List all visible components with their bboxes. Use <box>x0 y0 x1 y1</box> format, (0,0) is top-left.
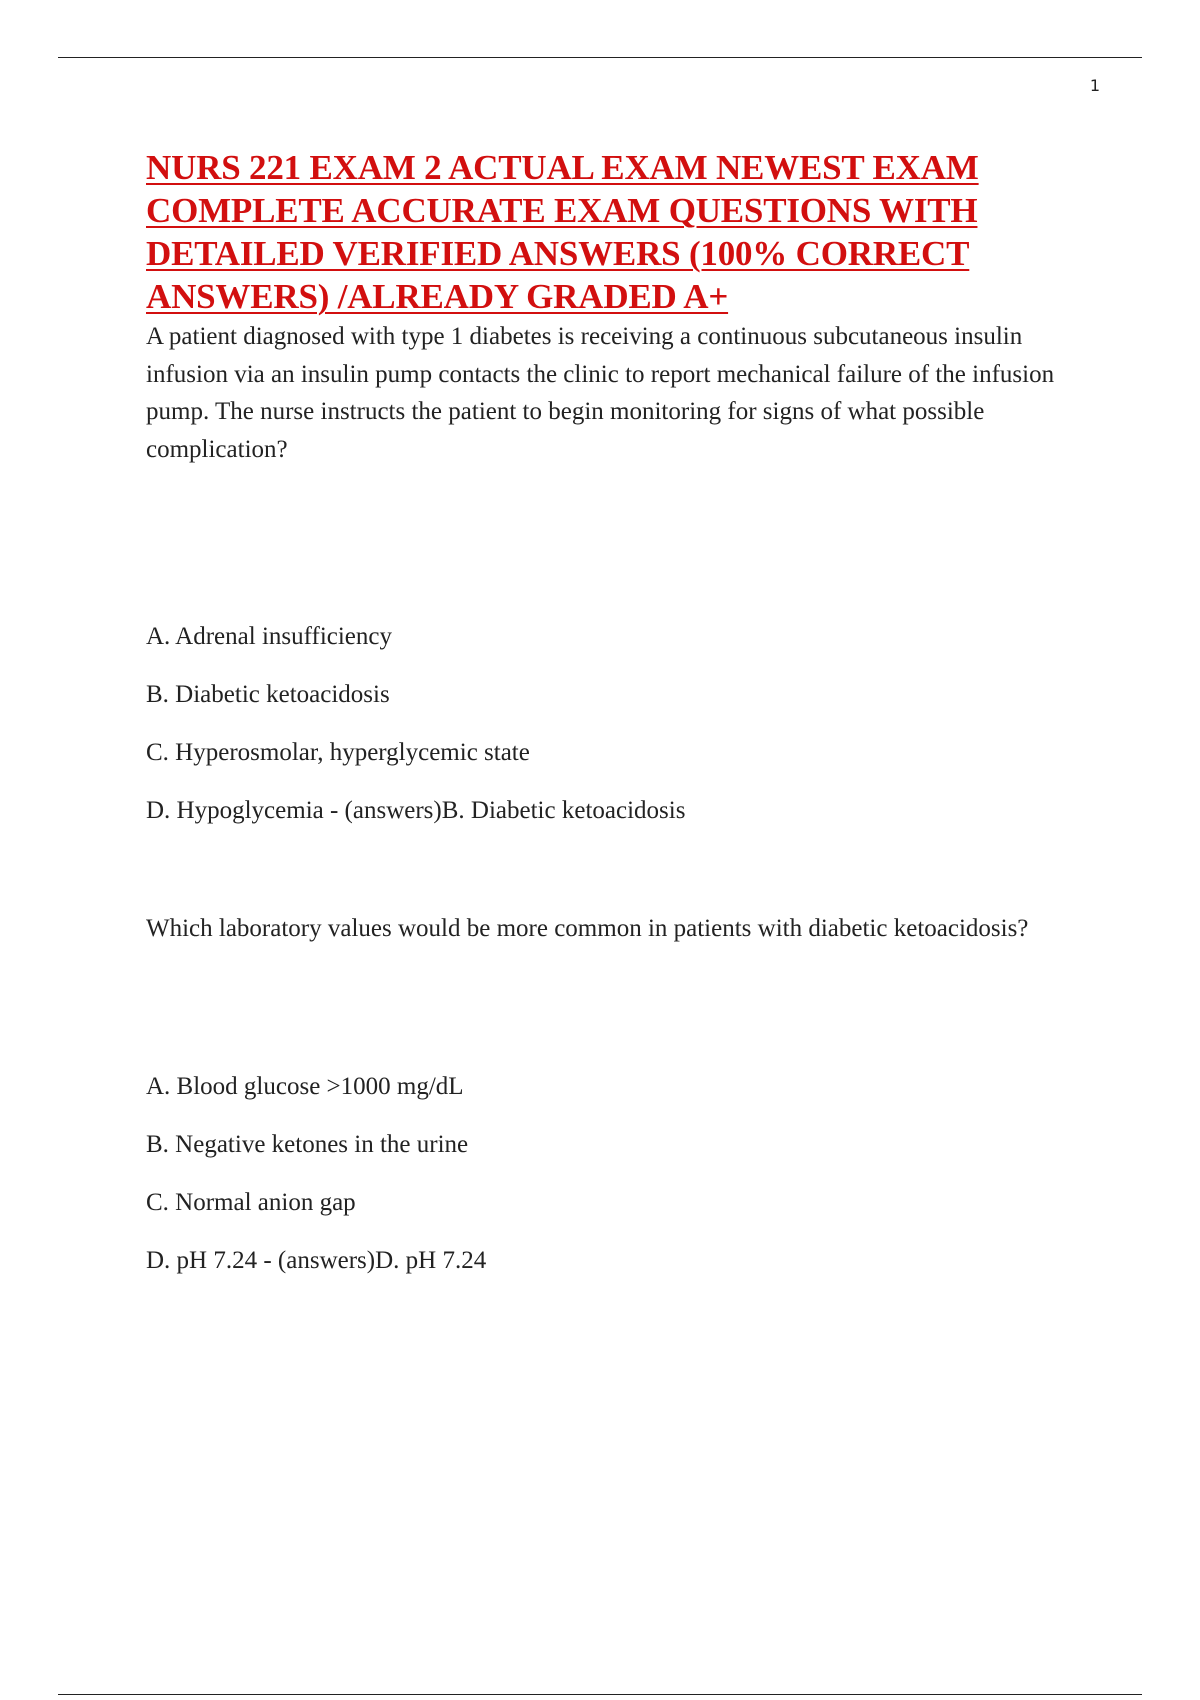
question-block <box>146 318 1106 826</box>
question-block <box>146 910 1106 1276</box>
title-line: NURS 221 EXAM 2 ACTUAL EXAM NEWEST EXAM <box>146 148 979 187</box>
document-body <box>146 146 1106 1276</box>
answer-options <box>146 1072 1106 1276</box>
option-item: C. Normal anion gap <box>146 1188 356 1216</box>
option-item: B. Diabetic ketoacidosis <box>146 681 390 708</box>
answer-options <box>146 622 1106 826</box>
header-rule <box>58 57 1142 58</box>
page-number: 1 <box>1089 76 1100 95</box>
title-line: DETAILED VERIFIED ANSWERS (100% CORRECT <box>146 234 970 273</box>
option-item: A. Blood glucose >1000 mg/dL <box>146 1072 464 1100</box>
question-text: A patient diagnosed with type 1 diabetes is receiving a continuous subcutaneous insulin infusion via an insulin pump contacts the clinic to report mechanical failure of the infusion pump. The nurse instructs the patient to begin monitoring for signs of what possible complication? <box>146 323 1055 463</box>
option-item: D. Hypoglycemia - (answers)B. Diabetic ketoacidosis <box>146 797 686 824</box>
option-item: C. Hyperosmolar, hyperglycemic state <box>146 739 530 766</box>
title-line: ANSWERS) /ALREADY GRADED A+ <box>146 277 729 316</box>
document-title <box>146 146 1106 318</box>
option-item: A. Adrenal insufficiency <box>146 623 392 650</box>
title-line: COMPLETE ACCURATE EXAM QUESTIONS WITH <box>146 191 978 230</box>
option-item: D. pH 7.24 - (answers)D. pH 7.24 <box>146 1246 487 1274</box>
question-text: Which laboratory values would be more common in patients with diabetic ketoacidosis? <box>146 915 1029 942</box>
footer-rule <box>58 1694 1142 1695</box>
option-item: B. Negative ketones in the urine <box>146 1130 469 1158</box>
